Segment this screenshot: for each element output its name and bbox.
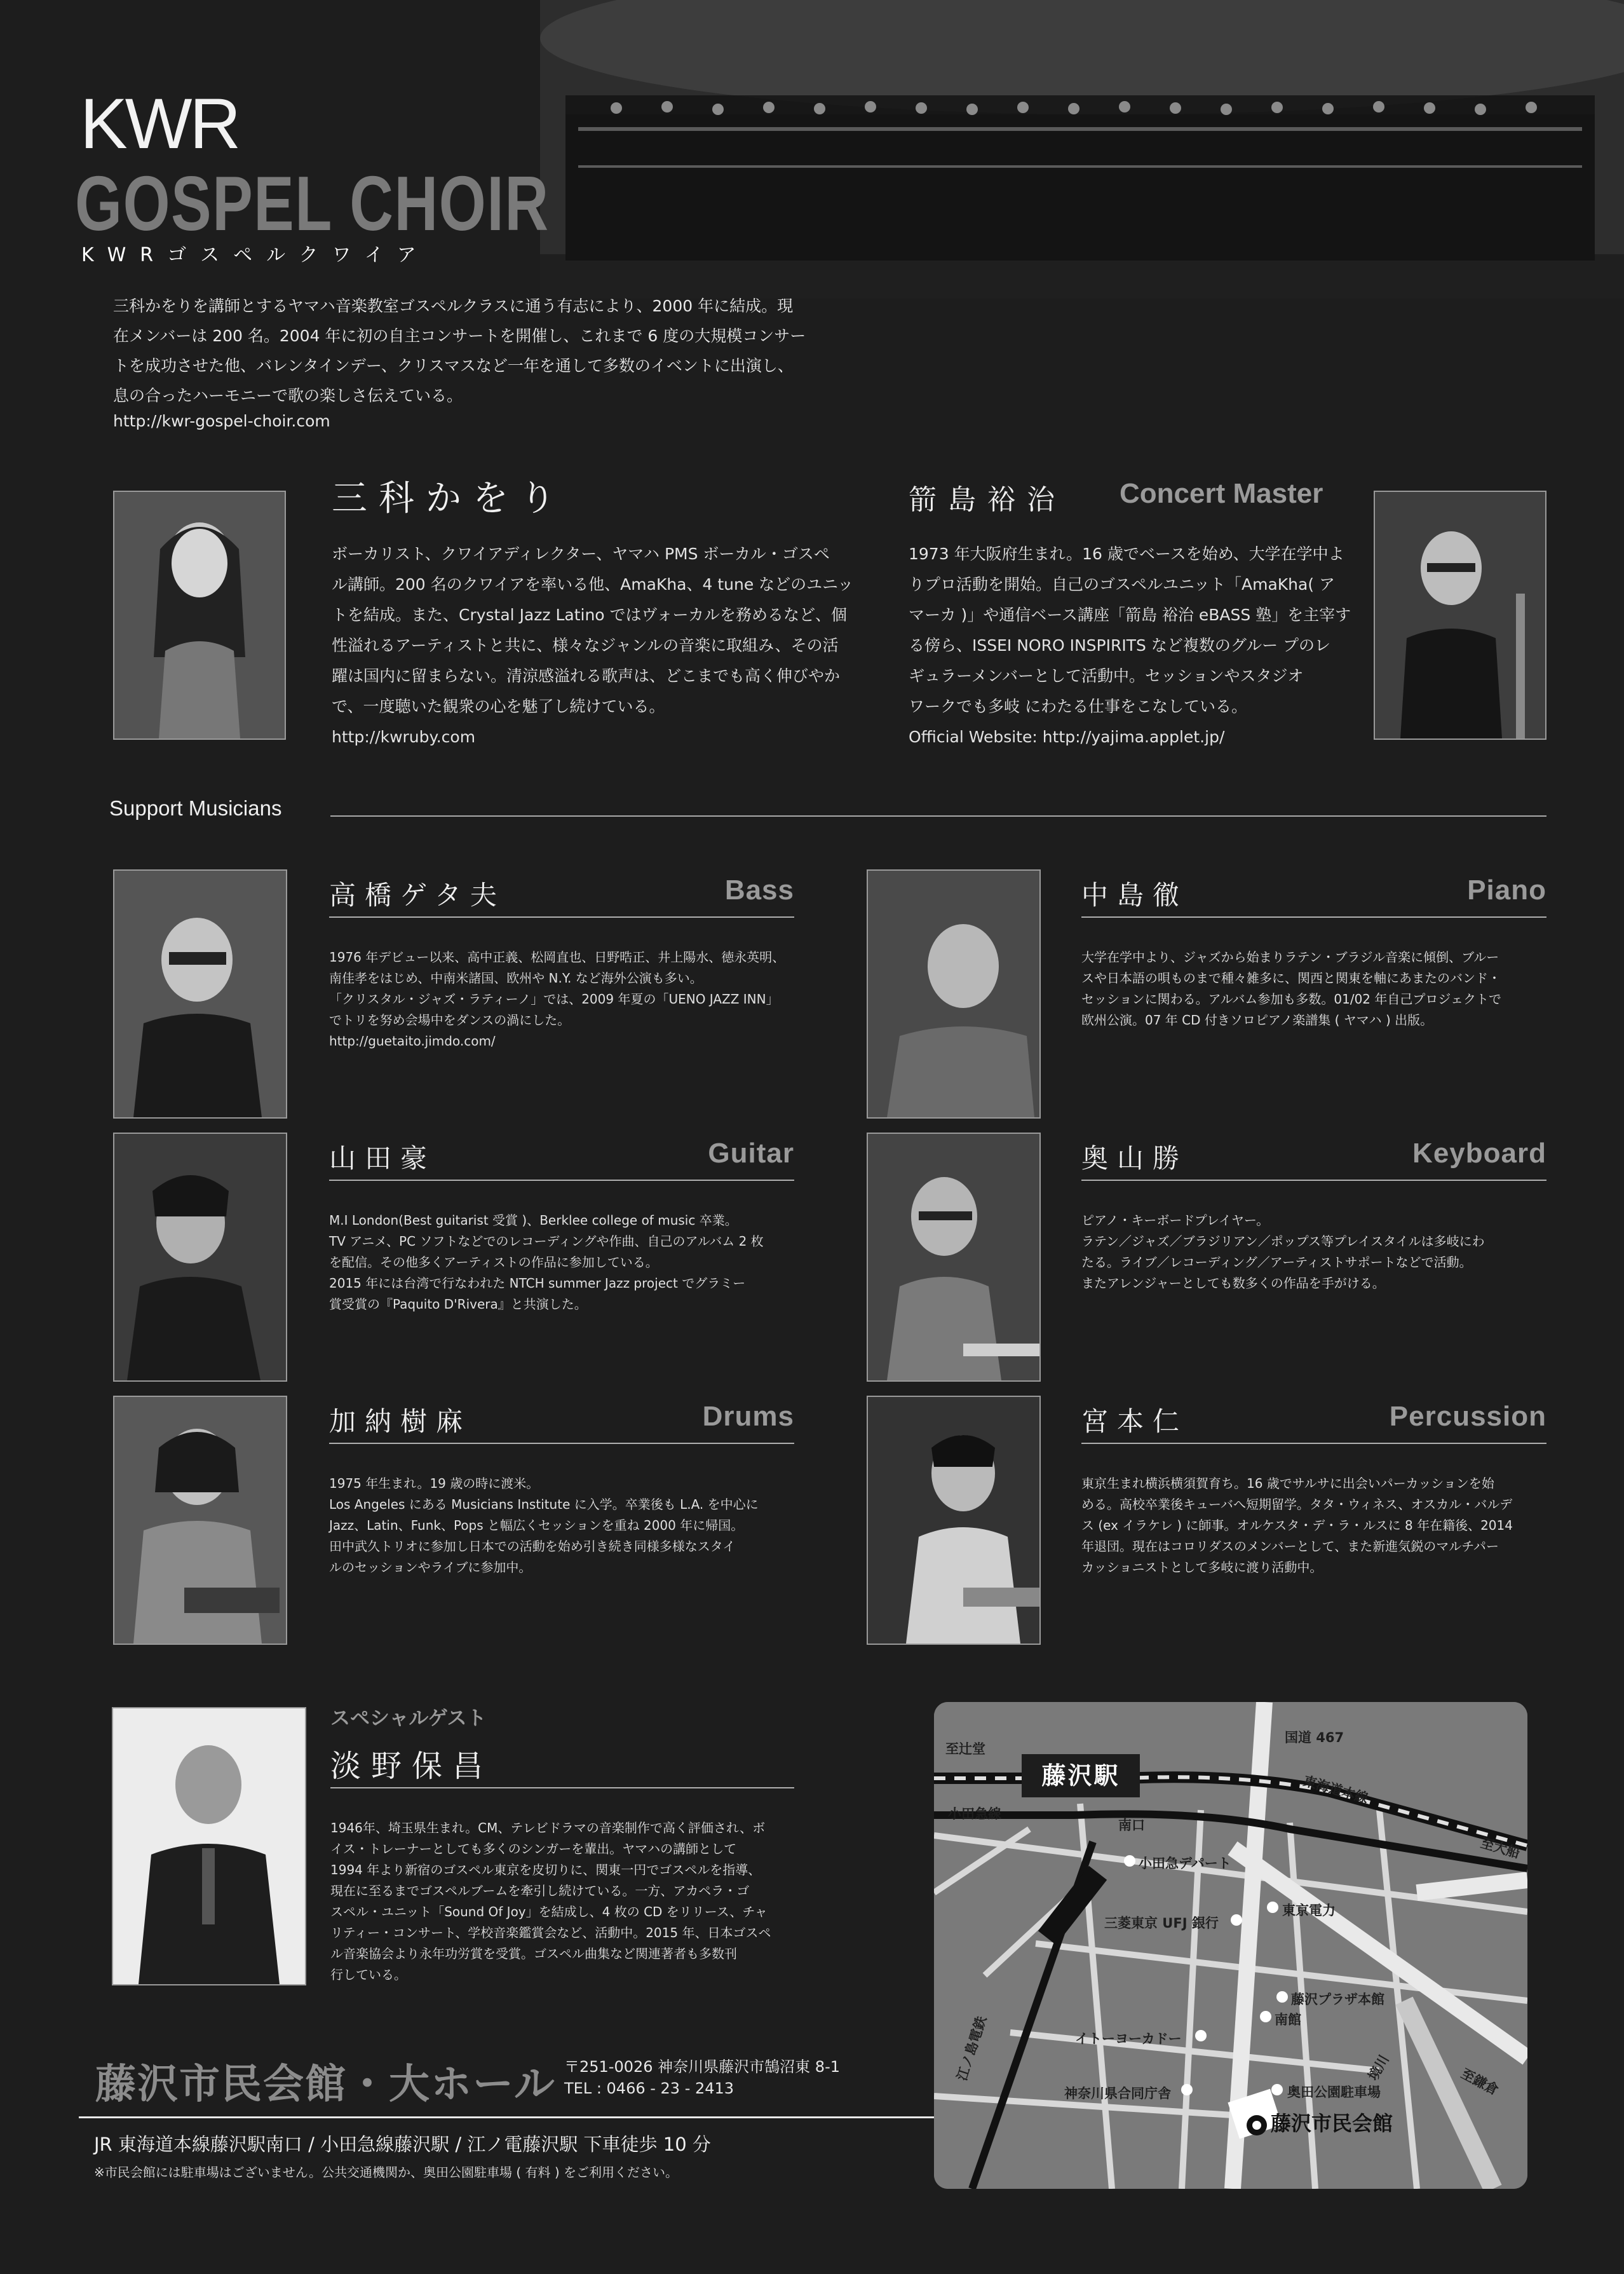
musician-instrument: Bass <box>724 875 794 906</box>
map-label: 南口 <box>1118 1818 1145 1833</box>
intro-line: 三科かをりを講師とするヤマハ音楽教室ゴスペルクラスに通う有志により、2000 年に結成。現 <box>113 297 794 315</box>
intro-line: 息の合ったハーモニーで歌の楽しさ伝えている。 <box>113 386 463 405</box>
map-label: 神奈川県合同庁舎 <box>1064 2086 1171 2101</box>
map-label: イトーヨーカドー <box>1075 2031 1182 2046</box>
portrait-kano <box>113 1396 287 1645</box>
musician-name: 山田豪 <box>329 1143 436 1174</box>
choir-intro <box>113 291 863 411</box>
portrait-okuyama <box>867 1133 1041 1382</box>
venue-name: 藤沢市民会館・大ホール <box>95 2061 556 2108</box>
intro-line: トを成功させた他、バレンタインデー、クリスマスなど一年を通して多数のイベントに出演し、 <box>113 357 794 375</box>
logo-kwr: KWR <box>80 84 239 163</box>
map-label: 境川 <box>1365 2052 1392 2083</box>
map-label: 三菱東京 UFJ 銀行 <box>1104 1916 1219 1931</box>
intro-line: 在メンバーは 200 名。2004 年に初の自主コンサートを開催し、これまで 6 度の大規模コンサー <box>113 327 806 345</box>
musician-divider <box>329 1180 794 1181</box>
guest-divider <box>330 1787 794 1788</box>
map-label: 小田急線 <box>948 1806 1001 1821</box>
lead-role-right: Concert Master <box>1120 478 1323 509</box>
choir-url-link[interactable]: http://kwr-gospel-choir.com <box>113 412 330 430</box>
musician-bio: 1975 年生まれ。19 歳の時に渡米。 Los Angeles にある Musicians Institute に入学。卒業後も L.A. を中心に Jazz、Latin、Funk、Pops と幅広くセッションを重ね 2000 年に帰国。 田中武久トリオに参加し日本での活動を始め引き続き同様多様なスタイ ルのセッションやライブに参加中。 <box>329 1476 759 1575</box>
musician-bio: ピアノ・キーボードプレイヤー。 ラテン／ジャズ／ブラジリアン／ポップス等プレイスタイルは多岐にわ たる。ライブ／レコーディング／アーティストサポートなどで活動。 またアレンジャーとしても数多くの作品を手がける。 <box>1081 1213 1485 1291</box>
musician-divider <box>329 1443 794 1444</box>
musician-instrument: Keyboard <box>1412 1138 1546 1169</box>
support-divider <box>330 815 1546 817</box>
lead-bio-left: ボーカリスト、クワイアディレクター、ヤマハ PMS ボーカル・ゴスペ ル講師。200 名のクワイアを率いる他、AmaKha、4 tune などのユニッ トを結成。また、Crystal Jazz Latino ではヴォーカルを務めるなど、個 性溢れるアーティストと共に、様々なジャンルの音楽に取組み、その活 躍は国内に留まらない。清涼感溢れる歌声は、どこまでも高く伸びやか で、一度聴いた観衆の心を魅了し続けている。 http://kwruby.com <box>332 545 854 746</box>
map-label: 東海道本線 <box>1301 1773 1370 1806</box>
venue-divider <box>79 2116 943 2118</box>
map-civic-hall: 藤沢市民会館 <box>1271 2111 1393 2135</box>
lead-bio-right: 1973 年大阪府生まれ。16 歳でベースを始め、大学在学中よ りプロ活動を開始。自己のゴスペルユニット「AmaKha( ア マーカ )」や通信ベース講座「箭島 裕治 eBASS 塾」を主宰す る傍ら、ISSEI NORO INSPIRITS など複数のグルー プのレ ギュラーメンバーとして活動中。セッションやスタジオ ワークでも多岐 にわたる仕事をこなしている。 Official Website: http://yajima.applet.jp/ <box>909 545 1351 746</box>
map-label: 藤沢プラザ本館 <box>1291 1992 1384 2007</box>
musician-divider <box>1081 916 1546 918</box>
venue-parking-note: ※市民会館には駐車場はございません。公共交通機関か、奥田公園駐車場 ( 有料 ) をご利用ください。 <box>94 2165 678 2180</box>
musician-divider <box>1081 1180 1546 1181</box>
portrait-miyamoto <box>867 1396 1041 1645</box>
map-label: 至辻堂 <box>945 1741 985 1757</box>
musician-name: 加納樹麻 <box>329 1406 472 1437</box>
map-label: 南館 <box>1275 2012 1301 2027</box>
logo-gospel-choir: GOSPEL CHOIR <box>75 160 550 247</box>
portrait-yajima-yuji <box>1374 491 1546 740</box>
musician-instrument: Percussion <box>1389 1401 1546 1432</box>
musician-name: 宮本仁 <box>1081 1406 1189 1437</box>
venue-address <box>564 2056 840 2099</box>
musician-bio: M.I London(Best guitarist 受賞 )、Berklee college of music 卒業。 TV アニメ、PC ソフトなどでのレコーディングや作曲、自己のアルバム 2 枚 を配信。その他多くアーティストの作品に参加している。 2015 年には台湾で行なわれた NTCH summer Jazz project でグラミー 賞受賞の『Paquito D'Rivera』と共演した。 <box>329 1213 764 1312</box>
musician-name: 高橋ゲタ夫 <box>329 880 506 911</box>
musician-divider <box>1081 1443 1546 1444</box>
musician-name: 中島徹 <box>1081 880 1189 911</box>
map-label: 東京電力 <box>1282 1903 1336 1918</box>
lead-name-left: 三科かをり <box>332 478 567 519</box>
access-map <box>934 1702 1527 2189</box>
musician-instrument: Guitar <box>708 1138 794 1169</box>
logo-japanese: KWRゴスペルクワイア <box>81 244 430 266</box>
map-label: 至鎌倉 <box>1458 2066 1501 2099</box>
musician-instrument: Drums <box>702 1401 794 1432</box>
map-label: 国道 467 <box>1285 1730 1344 1745</box>
portrait-mishina-kaori <box>113 491 286 740</box>
map-label: 江ノ島電鉄 <box>954 2014 990 2083</box>
portrait-tanno <box>112 1707 306 1985</box>
map-label: 小田急デパート <box>1139 1856 1231 1871</box>
musician-bio: 東京生まれ横浜横須賀育ち。16 歳でサルサに出会いパーカッションを始 める。高校卒業後キューバへ短期留学。タタ・ウィネス、オスカル・バルデ ス (ex イラケレ ) に師事。オルケスタ・デ・ラ・ルスに 8 年在籍後、2014 年退団。現在はコロリダスのメンバーとして、また新進気鋭のマルチパー カッショニストとして多岐に渡り活動中。 <box>1081 1476 1513 1575</box>
musician-instrument: Piano <box>1467 875 1546 906</box>
musician-name: 奥山勝 <box>1081 1143 1189 1174</box>
map-label: 奥田公園駐車場 <box>1287 2085 1381 2100</box>
support-title: Support Musicians <box>109 796 282 820</box>
lead-name-right: 箭島裕治 <box>909 484 1066 516</box>
choir-silhouette <box>540 0 1624 299</box>
map-label: 至大船 <box>1479 1835 1522 1862</box>
portrait-nakajima <box>867 869 1041 1119</box>
choir-photo <box>540 0 1624 299</box>
portrait-takahashi <box>113 869 287 1119</box>
map-fujisawa-station: 藤沢駅 <box>1022 1754 1140 1797</box>
musician-bio: 1976 年デビュー以来、高中正義、松岡直也、日野晧正、井上陽水、徳永英明、 南佳孝をはじめ、中南米諸国、欧州や N.Y. など海外公演も多い。 「クリスタル・ジャズ・ラティーノ」では、2009 年夏の「UENO JAZZ INN」 でトリを努め会場中をダンスの渦にした。 http://guetaito.jimdo.com/ <box>329 950 785 1049</box>
venue-tel: TEL : 0466 - 23 - 2413 <box>564 2080 734 2097</box>
musician-bio: 大学在学中より、ジャズから始まりラテン・ブラジル音楽に傾倒、ブルー スや日本語の唄ものまで種々雑多に、関西と関東を軸にあまたのバンド・ セッションに関わる。アルバム参加も多数。01/02 年自己プロジェクトで 欧州公演。07 年 CD 付きソロピアノ楽譜集 ( ヤマハ ) 出版。 <box>1081 950 1501 1028</box>
guest-label: スペシャルゲスト <box>330 1707 487 1730</box>
guest-name: 淡野保昌 <box>330 1748 494 1784</box>
guest-bio: 1946年、埼玉県生まれ。CM、テレビドラマの音楽制作で高く評価され、ボ イス・トレーナーとしても多くのシンガーを輩出。ヤマハの講師として 1994 年より新宿のゴスペル東京を皮切りに、関東一円でゴスペルを指導、 現在に至るまでゴスペルブームを牽引し続けている。一方、アカペラ・ゴ スペル・ユニット「Sound Of Joy」を結成し、4 枚の CD をリリース、チャ リティー・コンサート、学校音楽鑑賞会など、活動中。2015 年、日本ゴスペ ル音楽協会より永年功労賞を受賞。ゴスペル曲集など関連著者も多数刊 行している。 <box>330 1820 771 1982</box>
portrait-yamada <box>113 1133 287 1382</box>
venue-postal: 〒251-0026 神奈川県藤沢市鵠沼東 8-1 <box>564 2058 841 2076</box>
venue-access: JR 東海道本線藤沢駅南口 / 小田急線藤沢駅 / 江ノ電藤沢駅 下車徒歩 10 分 <box>94 2134 711 2155</box>
musician-divider <box>329 916 794 918</box>
